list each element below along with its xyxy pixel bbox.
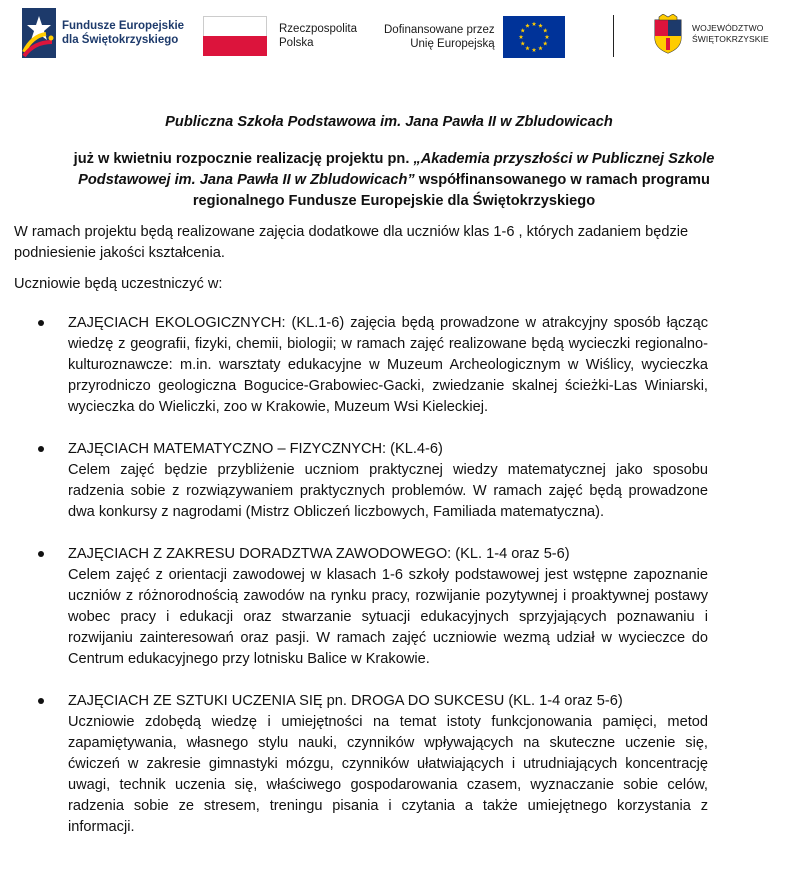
paragraph-participation: Uczniowie będą uczestniczyć w: <box>14 276 223 292</box>
logo-rzeczpospolita-polska <box>203 16 357 56</box>
sw-line1: WOJEWÓDZTWO <box>692 23 764 33</box>
school-name: Publiczna Szkoła Podstawowa im. Jana Pawła II w Zbludowicach <box>165 114 613 130</box>
bullet-icon <box>38 698 44 704</box>
item-title: ZAJĘCIACH Z ZAKRESU DORADZTWA ZAWODOWEGO: (KL. 1-4 oraz 5-6) <box>68 546 570 562</box>
item-text: ZAJĘCIACH EKOLOGICZNYCH: (KL.1-6) zajęcia będą prowadzone w atrakcyjny sposób łącząc wiedzę z geografii, fizyki, chemii, biologii; w ramach zajęć realizowane będą wycieczki regionalno-kulturoznawcze: m.in. warsztaty edukacyjne w Muzeum Archeologicznym w Wiślicy, wycieczka przyrodniczo geologiczna Bogucice-Grabowiec-Gacki, zwiedzanie skalnej ścieżki-Las Winiarski, wycieczka do Wieliczki, zoo w Krakowie, Muzeum Wsi Kieleckiej. <box>68 315 708 415</box>
polish-flag-icon <box>203 16 267 56</box>
fe-line1: Fundusze Europejskie <box>62 20 185 32</box>
item-text: Celem zajęć będzie przybliżenie uczniom praktycznej wiedzy matematycznej jako sposobu radzenia sobie z rozwiązywaniem praktycznych problemów. W ramach zajęć będą prowadzone dwa konkursy z nagrodami (Mistrz Obliczeń liczbowych, Familiada matematyczna). <box>68 462 708 520</box>
coat-of-arms-icon <box>653 14 683 54</box>
bullet-icon <box>38 551 44 557</box>
ue-line2: Unię Europejską <box>410 38 495 50</box>
project-intro <box>49 149 739 212</box>
intro-suffix: współfinansowanego w ramach programu regionalnego Fundusze Europejskie dla Świętokrzyskiego <box>192 172 710 209</box>
item-text: Uczniowie zdobędą wiedzę i umiejętności na temat istoty funkcjonowania pamięci, metod zapamiętywania, własnego stylu nauki, czynników wpływających na skuteczne uczenie się, ćwiczeń w zakresie gimnastyki mózgu, czynników ułatwiających i utrudniających koncentrację uwagi, technik uczenia się, właściwego gospodarowania czasem, wyznaczanie sobie celów, radzenia sobie ze stresem, treningu pisania i czytania a także umiejętnego korzystania z informacji. <box>68 714 708 835</box>
intro-prefix: już w kwietniu rozpocznie realizację projektu pn. <box>73 151 414 167</box>
document-body <box>0 112 788 859</box>
project-name: „Akademia przyszłości w Publicznej Szkole Podstawowej im. Jana Pawła II w Zbludowicach” <box>78 151 715 188</box>
eu-funds-star-icon <box>22 8 56 58</box>
list-item <box>0 544 708 670</box>
bullet-icon <box>38 446 44 452</box>
paragraph-description: W ramach projektu będą realizowane zajęcia dodatkowe dla uczniów klas 1-6 , których zadaniem będzie podniesienie jakości kształcenia. <box>14 224 689 261</box>
fe-line2: dla Świętokrzyskiego <box>62 34 179 46</box>
item-title: ZAJĘCIACH MATEMATYCZNO – FIZYCZNYCH: (KL.4-6) <box>68 441 443 457</box>
activities-list <box>0 313 788 838</box>
rp-line1: Rzeczpospolita <box>279 23 357 35</box>
list-item <box>0 313 708 418</box>
bullet-icon <box>38 320 44 326</box>
eu-flag-icon <box>503 16 565 58</box>
rp-line2: Polska <box>279 37 314 49</box>
logo-wojewodztwo-swietokrzyskie <box>653 14 769 54</box>
logo-bar <box>0 0 788 70</box>
logo-divider <box>613 15 614 57</box>
item-title: ZAJĘCIACH ZE SZTUKI UCZENIA SIĘ pn. DROGA DO SUKCESU (KL. 1-4 oraz 5-6) <box>68 693 623 709</box>
ue-line1: Dofinansowane przez <box>384 24 495 36</box>
list-item <box>0 439 708 523</box>
list-item <box>0 691 708 838</box>
item-text: Celem zajęć z orientacji zawodowej w klasach 1-6 szkoły podstawowej jest wstępne zapoznanie uczniów z różnorodnością zawodów na rynku pracy, rozwijanie pozytywnej i proaktywnej postawy wobec pracy i edukacji oraz stwarzanie sytuacji edukacyjnych sprzyjających poznawaniu i rozwijaniu zainteresowań oraz pasji. W ramach zajęć uczniowie wezmą udział w wycieczce do Centrum edukacyjnego przy lotnisku Balice w Krakowie. <box>68 567 708 667</box>
sw-line2: ŚWIĘTOKRZYSKIE <box>692 34 769 44</box>
logo-fundusze-europejskie <box>22 8 184 58</box>
logo-unia-europejska <box>384 16 565 58</box>
